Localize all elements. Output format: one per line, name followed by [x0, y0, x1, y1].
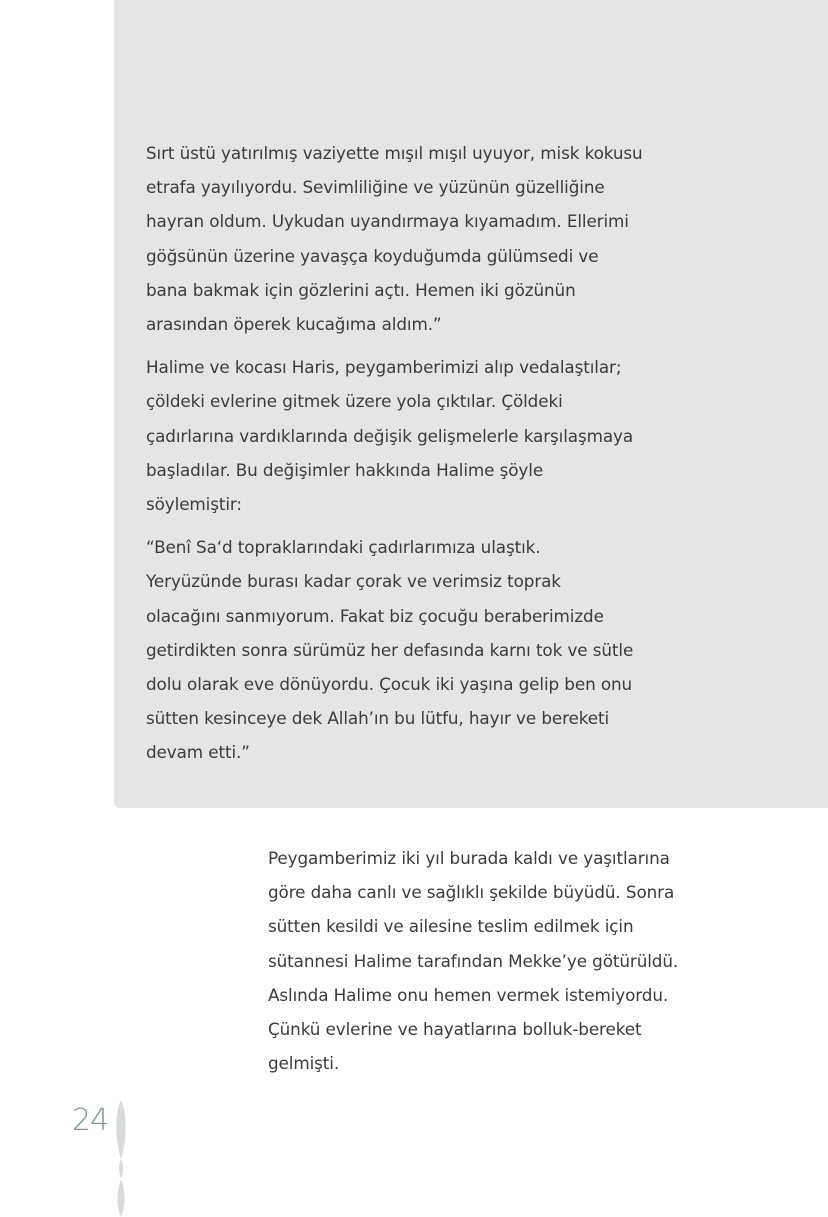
panel-paragraph-3 [146, 530, 646, 769]
body-paragraph [268, 841, 698, 1080]
text-line: “Benî Sa‘d topraklarındaki çadırlarımıza ulaştık. [146, 537, 541, 558]
text-line: Sırt üstü yatırılmış vaziyette mışıl mışıl uyuyor, misk kokusu [146, 143, 643, 163]
text-line: devam etti.” [146, 742, 250, 763]
text-line: Çünkü evlerine ve hayatlarına bolluk-bereket [268, 1019, 642, 1040]
panel-paragraph-1 [146, 136, 646, 341]
text-line: Halime ve kocası Haris, peygamberimizi alıp vedalaştılar; [146, 357, 622, 378]
text-line: göğsünün üzerine yavaşça koyduğumda gülümsedi ve [146, 245, 599, 266]
text-line: hayran oldum. Uykudan uyandırmaya kıyamadım. Ellerimi [146, 211, 629, 232]
text-line: başladılar. Bu değişimler hakkında Halime şöyle [146, 459, 544, 480]
text-line: Yeryüzünde burası kadar çorak ve verimsiz toprak [146, 571, 561, 592]
text-line: etrafa yayılıyordu. Sevimliliğine ve yüzünün güzelliğine [146, 177, 605, 198]
text-line: çadırlarına vardıklarında değişik gelişmelerle karşılaşmaya [146, 425, 634, 446]
text-line: söylemiştir: [146, 494, 242, 515]
text-line: Aslında Halime onu hemen vermek istemiyordu. [268, 984, 669, 1005]
page-ornament-icon [112, 1100, 130, 1217]
text-line: getirdikten sonra sürümüz her defasında karnı tok ve sütle [146, 639, 634, 660]
text-line: çöldeki evlerine gitmek üzere yola çıktılar. Çöldeki [146, 391, 563, 412]
text-line: sütannesi Halime tarafından Mekke’ye götürüldü. [268, 950, 679, 971]
text-line: dolu olarak eve dönüyordu. Çocuk iki yaşına gelip ben onu [146, 674, 633, 695]
text-line: Peygamberimiz iki yıl burada kaldı ve yaşıtlarına [268, 848, 670, 868]
text-line: bana bakmak için gözlerini açtı. Hemen iki gözünün [146, 279, 576, 300]
text-line: göre daha canlı ve sağlıklı şekilde büyüdü. Sonra [268, 882, 675, 903]
panel-text-block [146, 136, 646, 779]
body-text-block [268, 841, 698, 1080]
panel-paragraph-2 [146, 350, 646, 521]
text-line: sütten kesildi ve ailesine teslim edilmek için [268, 916, 634, 937]
page-number: 24 [72, 1103, 109, 1138]
text-line: gelmişti. [268, 1053, 340, 1074]
text-line: arasından öperek kucağıma aldım.” [146, 314, 442, 335]
text-line: olacağını sanmıyorum. Fakat biz çocuğu beraberimizde [146, 605, 604, 626]
text-line: sütten kesinceye dek Allah’ın bu lütfu, hayır ve bereketi [146, 708, 610, 729]
